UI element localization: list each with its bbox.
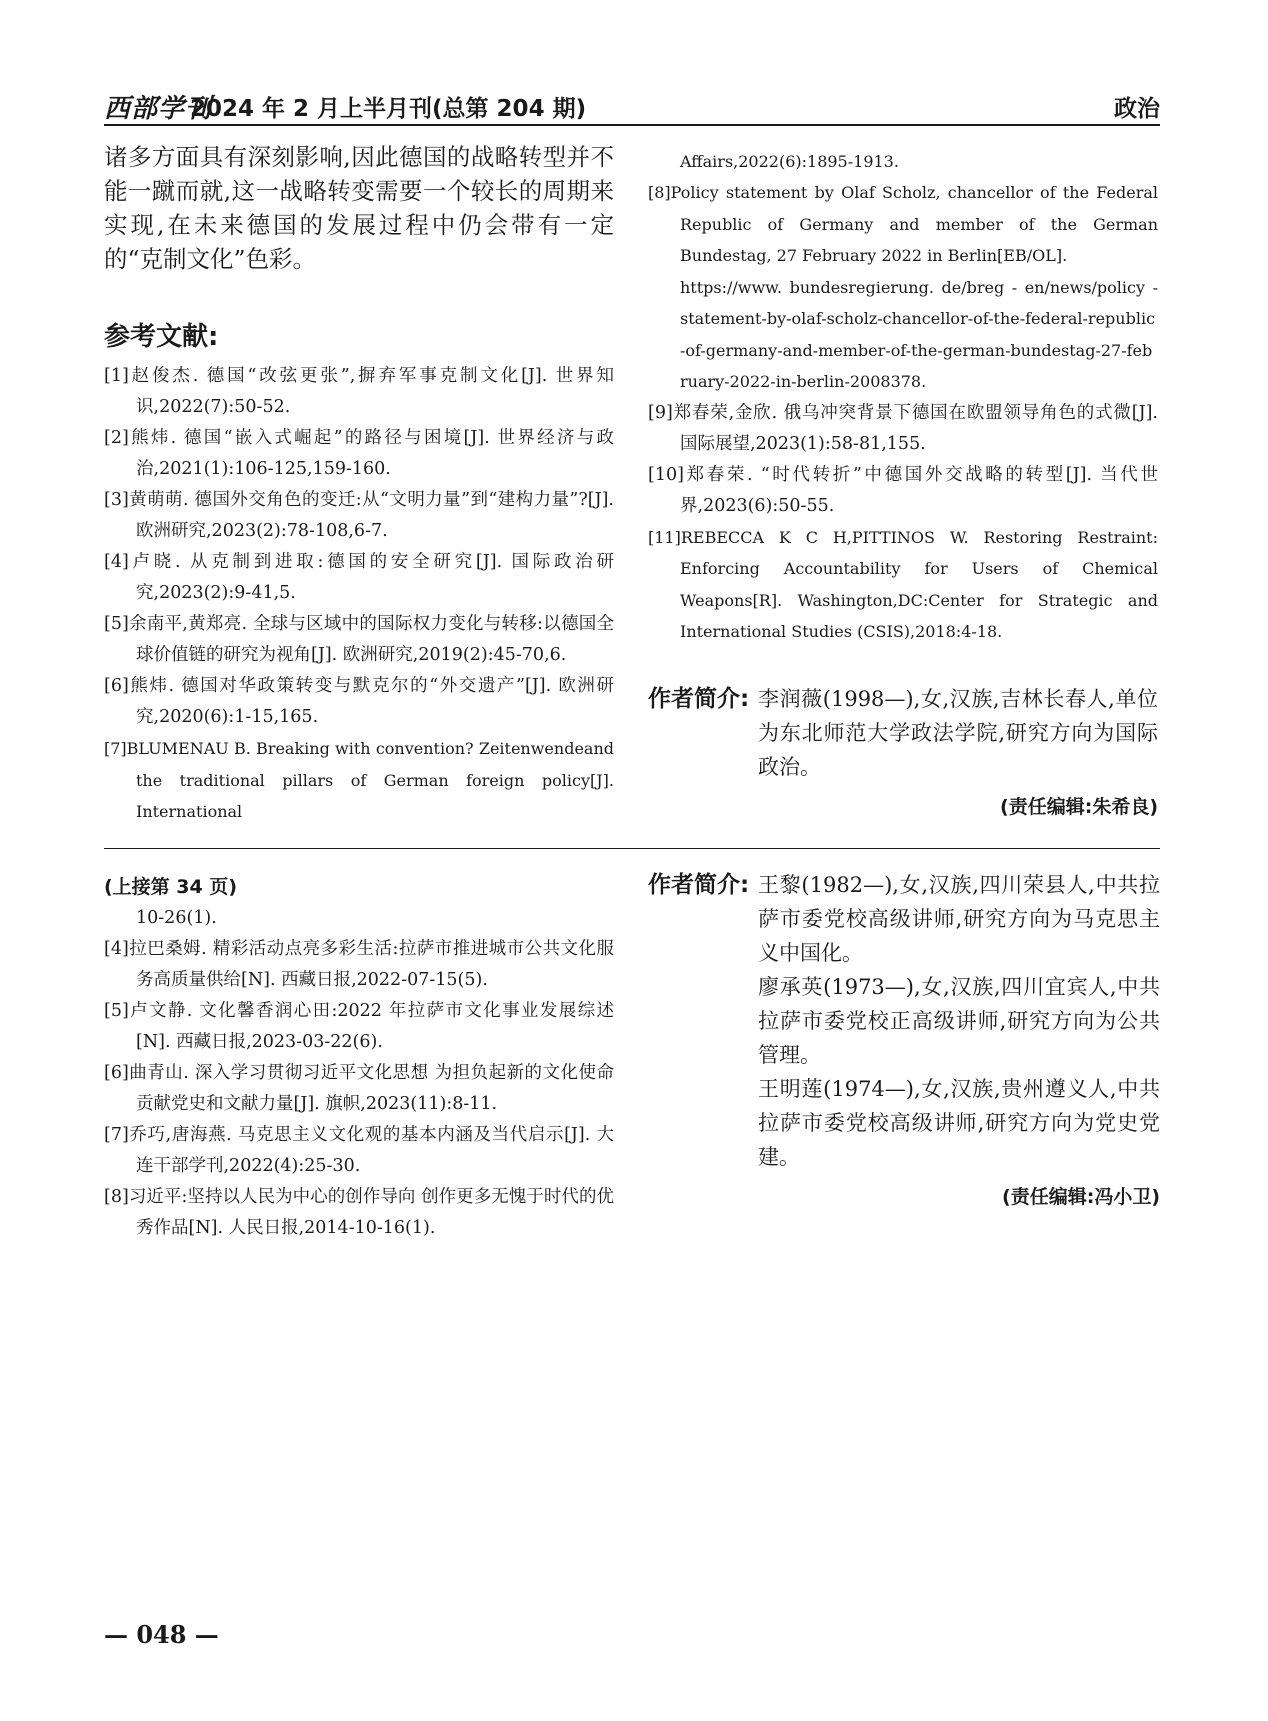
article-divider (104, 848, 1160, 849)
reference-item: [1]赵俊杰. 德国“改弦更张”,摒弃军事克制文化[J]. 世界知识,2022(7):50-52. (104, 366, 614, 417)
right-column-bottom (648, 868, 1160, 1209)
reference-item: [4]拉巴桑姆. 精彩活动点亮多彩生活:拉萨市推进城市公共文化服务高质量供给[N]. 西藏日报,2022-07-15(5). (104, 939, 614, 990)
reference-item: [2]熊炜. 德国“嵌入式崛起”的路径与困境[J]. 世界经济与政治,2021(1):106-125,159-160. (104, 428, 614, 479)
bio-paragraph: 李润薇(1998—),女,汉族,吉林长春人,单位为东北师范大学政法学院,研究方向为国际政治。 (758, 686, 1158, 779)
reference-item: [5]余南平,黄郑亮. 全球与区域中的国际权力变化与转移:以德国全球价值链的研究为视角[J]. 欧洲研究,2019(2):45-70,6. (104, 614, 614, 665)
author-bio (648, 868, 1160, 1174)
reference-item: [8]Policy statement by Olaf Scholz, chancellor of the Federal Republic of Germany and member of the German Bundestag, 27 February 2022 in Berlin[EB/OL]. (648, 183, 1158, 265)
left-column-bottom (104, 872, 614, 1244)
reference-item: [8]习近平:坚持以人民为中心的创作导向 创作更多无愧于时代的优秀作品[N]. 人民日报,2014-10-16(1). (104, 1187, 614, 1238)
reference-item: [7]乔巧,唐海燕. 马克思主义文化观的基本内涵及当代启示[J]. 大连干部学刊,2022(4):25-30. (104, 1125, 614, 1176)
reference-continuation: Affairs,2022(6):1895-1913. (680, 152, 899, 171)
continuation-mark: (上接第 34 页) (104, 876, 238, 898)
section-name: 政治 (1114, 96, 1160, 122)
reference-item: [9]郑春荣,金欣. 俄乌冲突背景下德国在欧盟领导角色的式微[J]. 国际展望,2023(1):58-81,155. (648, 402, 1158, 454)
reference-list (104, 934, 614, 1244)
references-heading: 参考文献: (104, 322, 219, 352)
author-bio (648, 682, 1158, 784)
issue-info: 2024 年 2 月上半月刊(总第 204 期) (190, 96, 587, 122)
reference-item: [6]曲青山. 深入学习贯彻习近平文化思想 为担负起新的文化使命贡献党史和文献力量[J]. 旗帜,2023(11):8-11. (104, 1063, 614, 1114)
reference-continuation: 10-26(1). (136, 908, 217, 928)
bio-paragraph: 王明莲(1974—),女,汉族,贵州遵义人,中共拉萨市委党校高级讲师,研究方向为党史党建。 (758, 1077, 1160, 1169)
responsible-editor: (责任编辑:朱希良) (1000, 795, 1158, 818)
reference-item: [3]黄萌萌. 德国外交角色的变迁:从“文明力量”到“建构力量”?[J]. 欧洲研究,2023(2):78-108,6-7. (104, 490, 614, 541)
reference-item: [11]REBECCA K C H,PITTINOS W. Restoring Restraint: Enforcing Accountability for Users of Chemical Weapons[R]. Washington,DC:Center for Strategic and International Studies (CSIS),2018:4-18. (648, 527, 1158, 641)
reference-item: [7]BLUMENAU B. Breaking with convention? Zeitenwendeand the traditional pillars of German foreign policy[J]. International (104, 739, 614, 821)
bio-label: 作者简介: (648, 685, 750, 712)
page-number: — 048 — (104, 1620, 219, 1649)
header-rule (104, 124, 1160, 126)
responsible-editor: (责任编辑:冯小卫) (1002, 1186, 1160, 1208)
reference-item: [5]卢文静. 文化馨香润心田:2022 年拉萨市文化事业发展综述[N]. 西藏日报,2023-03-22(6). (104, 1001, 614, 1052)
bio-paragraph: 王黎(1982—),女,汉族,四川荣县人,中共拉萨市委党校高级讲师,研究方向为马克思主义中国化。 (758, 873, 1160, 965)
reference-url: https://www. bundesregierung. de/breg - en/news/policy - statement-by-olaf-scholz-chancellor-of-the-federal-republic-of-germany-and-member-of-the-german-bundestag-27-february-2022-in-berlin-2008378. (680, 277, 1158, 391)
reference-list (104, 361, 614, 828)
bio-paragraph: 廖承英(1973—),女,汉族,四川宜宾人,中共拉萨市委党校正高级讲师,研究方向为公共管理。 (758, 975, 1160, 1067)
page-header (104, 88, 1160, 124)
reference-item: [6]熊炜. 德国对华政策转变与默克尔的“外交遗产”[J]. 欧洲研究,2020(6):1-15,165. (104, 676, 614, 727)
journal-logo: 西部学刊 (104, 94, 213, 124)
left-column-top (104, 140, 614, 828)
reference-item: [10]郑春荣. “时代转折”中德国外交战略的转型[J]. 当代世界,2023(6):50-55. (648, 464, 1158, 516)
reference-item: [4]卢晓. 从克制到进取:德国的安全研究[J]. 国际政治研究,2023(2):9-41,5. (104, 552, 614, 603)
body-paragraph: 诸多方面具有深刻影响,因此德国的战略转型并不能一蹴而就,这一战略转变需要一个较长的周期来实现,在未来德国的发展过程中仍会带有一定的“克制文化”色彩。 (104, 143, 614, 273)
bio-label: 作者简介: (648, 872, 750, 898)
right-column-top (648, 146, 1158, 819)
